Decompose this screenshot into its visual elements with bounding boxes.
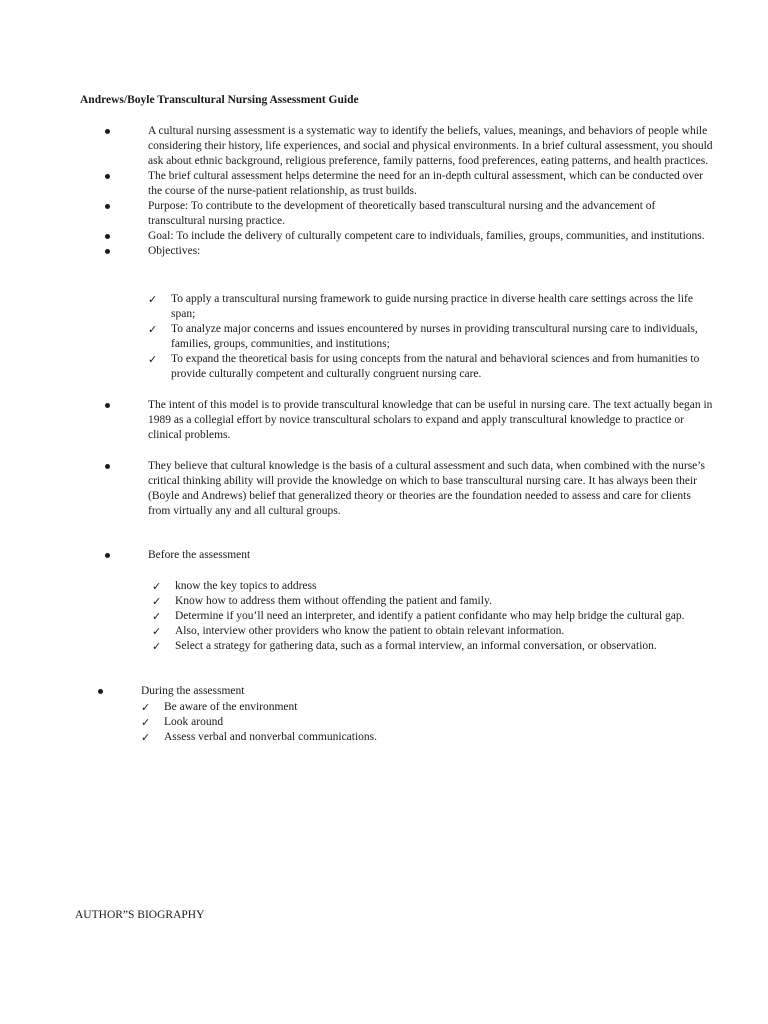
intro-list [103,124,713,259]
before-item: ✓ Know how to address them without offending the patient and family. [152,594,713,609]
during-item: ✓ Assess verbal and nonverbal communications. [141,730,713,745]
list-item: The intent of this model is to provide transcultural knowledge that can be useful in nursing care. The text actually began in 1989 as a collegial effort by novice transcultural scholars to expand and apply transcultural knowledge to practice or clinical problems. [103,398,713,443]
before-item: ✓ Select a strategy for gathering data, such as a formal interview, an informal conversation, or observation. [152,639,713,654]
list-item: A cultural nursing assessment is a systematic way to identify the beliefs, values, meanings, and behaviors of people while considering their history, life experiences, and social and physical environments. In a brief cultural assessment, you should ask about ethnic background, religious preference, family patterns, food preferences, eating patterns, and health practices. [103,124,713,169]
list-item: Purpose: To contribute to the development of theoretically based transcultural nursing and the advancement of transcultural nursing practice. [103,199,713,229]
objective-item: ✓ To analyze major concerns and issues encountered by nurses in providing transcultural nursing care to individuals, families, groups, communities, and institutions; [148,322,713,352]
document-title: Andrews/Boyle Transcultural Nursing Assessment Guide [80,94,359,106]
during-section [96,684,713,699]
before-item: ✓ know the key topics to address [152,579,713,594]
objective-item: ✓ To expand the theoretical basis for using concepts from the natural and behavioral sciences and from humanities to provide culturally competent and culturally congruent nursing care. [148,352,713,382]
during-list [141,700,713,745]
before-item: ✓ Also, interview other providers who know the patient to obtain relevant information. [152,624,713,639]
list-item: They believe that cultural knowledge is the basis of a cultural assessment and such data, when combined with the nurse’s critical thinking ability will provide the knowledge on which to base transcultural nursing care. It has always been their (Boyle and Andrews) belief that generalized theory or theories are the foundation needed to assess and care for clients from virtually any and all cultural groups. [103,459,713,519]
before-label: Before the assessment [103,548,713,563]
during-item: ✓ Be aware of the environment [141,700,713,715]
list-item: Goal: To include the delivery of culturally competent care to individuals, families, groups, communities, and institutions. [103,229,713,244]
during-item: ✓ Look around [141,715,713,730]
objective-item: ✓ To apply a transcultural nursing framework to guide nursing practice in diverse health care settings across the life span; [148,292,713,322]
belief-list [103,459,713,519]
list-item: The brief cultural assessment helps determine the need for an in-depth cultural assessment, which can be conducted over the course of the nurse-patient relationship, as trust builds. [103,169,713,199]
author-biography-heading: AUTHOR”S BIOGRAPHY [75,909,205,921]
before-list [152,579,713,654]
objectives-list [148,292,713,382]
list-item: Objectives: [103,244,713,259]
intent-list [103,398,713,443]
before-item: ✓ Determine if you’ll need an interpreter, and identify a patient confidante who may help bridge the cultural gap. [152,609,713,624]
before-section [103,548,713,563]
during-label: During the assessment [96,684,713,699]
